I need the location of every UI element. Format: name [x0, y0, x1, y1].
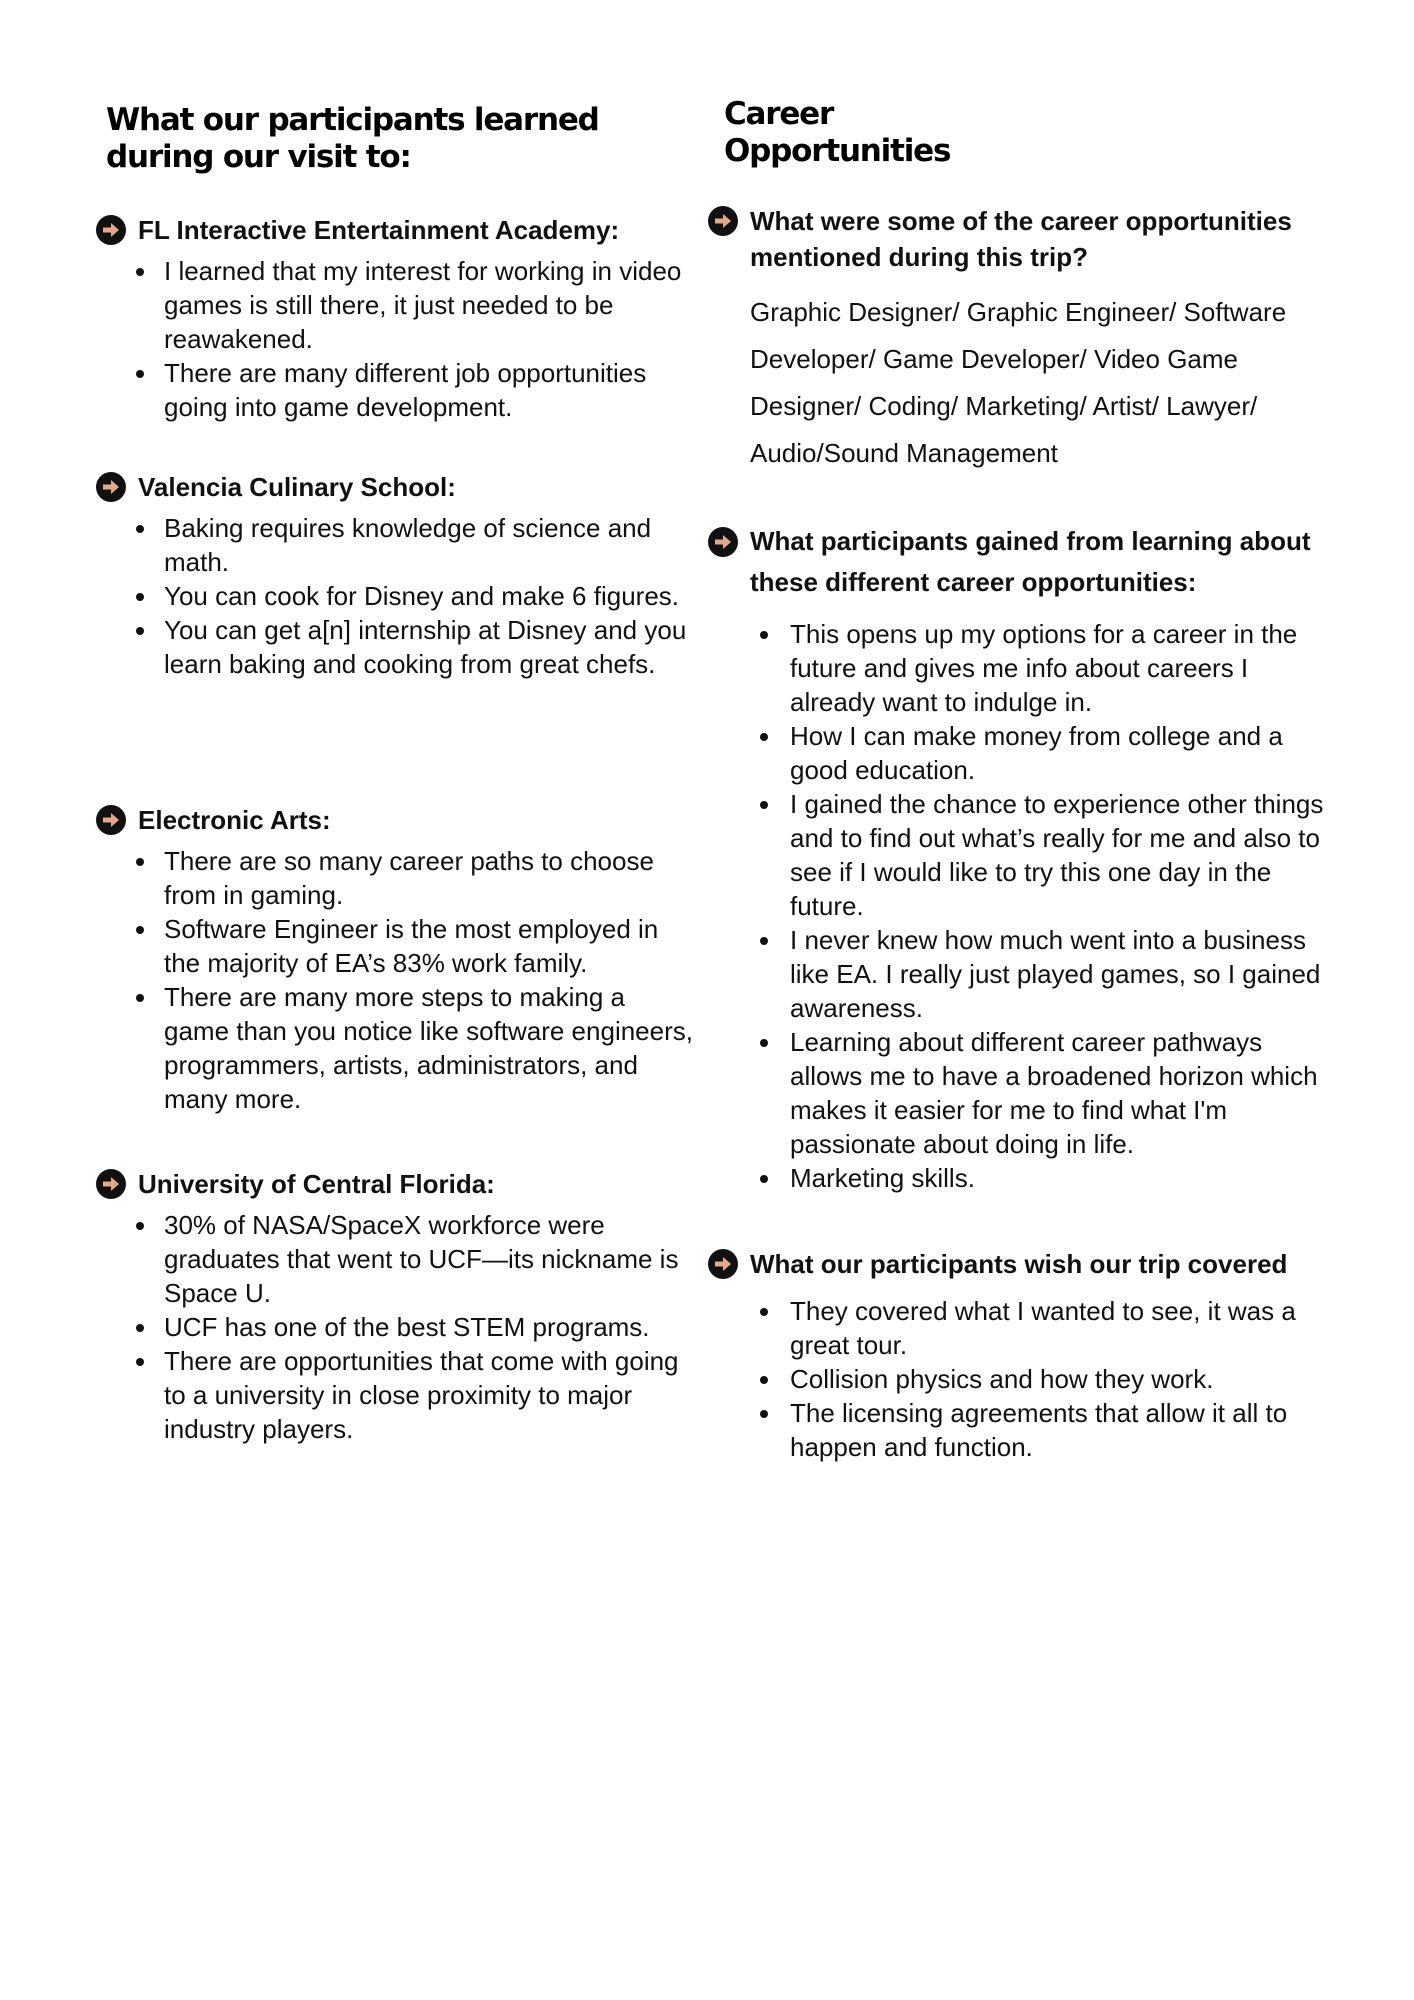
title-line-1: Career — [724, 96, 834, 132]
section-heading — [708, 203, 1328, 275]
section-electronic-arts — [96, 802, 696, 1116]
section-career-opportunities — [708, 203, 1328, 477]
section-wish-covered — [708, 1246, 1328, 1464]
list-item: I gained the chance to experience other things and to find out what’s really for me and also to see if I would like to try this one day in the future. — [708, 787, 1328, 923]
list-item: The licensing agreements that allow it all to happen and function. — [708, 1396, 1328, 1464]
section-participants-gained — [708, 521, 1328, 1195]
list-item: 30% of NASA/SpaceX workforce were graduates that went to UCF—its nickname is Space U. — [96, 1208, 696, 1310]
list-item: There are many more steps to making a game than you notice like software engineers, programmers, artists, administrators, and many more. — [96, 980, 696, 1116]
bullet-list — [96, 511, 696, 681]
heading-text: What our participants wish our trip covered — [750, 1249, 1288, 1279]
page-title — [724, 96, 1024, 170]
list-item: There are opportunities that come with going to a university in close proximity to major industry players. — [96, 1344, 696, 1446]
section-heading — [708, 521, 1328, 603]
bullet-list — [96, 844, 696, 1116]
arrow-circle-icon — [96, 805, 126, 835]
list-item: How I can make money from college and a good education. — [708, 719, 1328, 787]
list-item: You can cook for Disney and make 6 figures. — [96, 579, 696, 613]
bullet-list — [708, 1294, 1328, 1464]
title-line-1: What our participants learned — [106, 102, 599, 138]
section-heading — [96, 802, 696, 838]
list-item: This opens up my options for a career in the future and gives me info about careers I already want to indulge in. — [708, 617, 1328, 719]
list-item: You can get a[n] internship at Disney and you learn baking and cooking from great chefs. — [96, 613, 696, 681]
title-line-2: Opportunities — [724, 133, 951, 169]
section-heading — [96, 469, 696, 505]
arrow-circle-icon — [96, 472, 126, 502]
list-item: There are so many career paths to choose from in gaming. — [96, 844, 696, 912]
heading-text: University of Central Florida: — [138, 1169, 495, 1199]
section-heading — [708, 1246, 1328, 1282]
list-item: Learning about different career pathways allows me to have a broadened horizon which makes it easier for me to find what I'm passionate about doing in life. — [708, 1025, 1328, 1161]
bullet-list — [96, 254, 696, 424]
heading-text: What participants gained from learning about these different career opportunities: — [750, 526, 1311, 597]
section-valencia — [96, 469, 696, 681]
section-fiea — [96, 212, 696, 424]
list-item: Marketing skills. — [708, 1161, 1328, 1195]
section-ucf — [96, 1166, 696, 1446]
heading-text: Valencia Culinary School: — [138, 472, 456, 502]
career-list: Graphic Designer/ Graphic Engineer/ Software Developer/ Game Developer/ Video Game Designer/ Coding/ Marketing/ Artist/ Lawyer/ Audio/Sound Management — [750, 297, 1287, 468]
heading-text: FL Interactive Entertainment Academy: — [138, 215, 620, 245]
list-item: There are many different job opportunities going into game development. — [96, 356, 696, 424]
list-item: UCF has one of the best STEM programs. — [96, 1310, 696, 1344]
list-item: Baking requires knowledge of science and math. — [96, 511, 696, 579]
arrow-circle-icon — [708, 206, 738, 236]
list-item: They covered what I wanted to see, it was a great tour. — [708, 1294, 1328, 1362]
section-heading — [96, 1166, 696, 1202]
arrow-circle-icon — [708, 1249, 738, 1279]
heading-text: Electronic Arts: — [138, 805, 331, 835]
bullet-list — [96, 1208, 696, 1446]
list-item: Collision physics and how they work. — [708, 1362, 1328, 1396]
title-line-2: during our visit to: — [106, 139, 411, 175]
bullet-list — [708, 617, 1328, 1195]
heading-text: What were some of the career opportunities mentioned during this trip? — [750, 206, 1292, 272]
arrow-circle-icon — [96, 1169, 126, 1199]
arrow-circle-icon — [708, 527, 738, 557]
list-item: I never knew how much went into a business like EA. I really just played games, so I gained awareness. — [708, 923, 1328, 1025]
list-item: Software Engineer is the most employed in the majority of EA’s 83% work family. — [96, 912, 696, 980]
arrow-circle-icon — [96, 215, 126, 245]
page-title — [106, 102, 626, 176]
section-heading — [96, 212, 696, 248]
list-item: I learned that my interest for working in video games is still there, it just needed to be reawakened. — [96, 254, 696, 356]
